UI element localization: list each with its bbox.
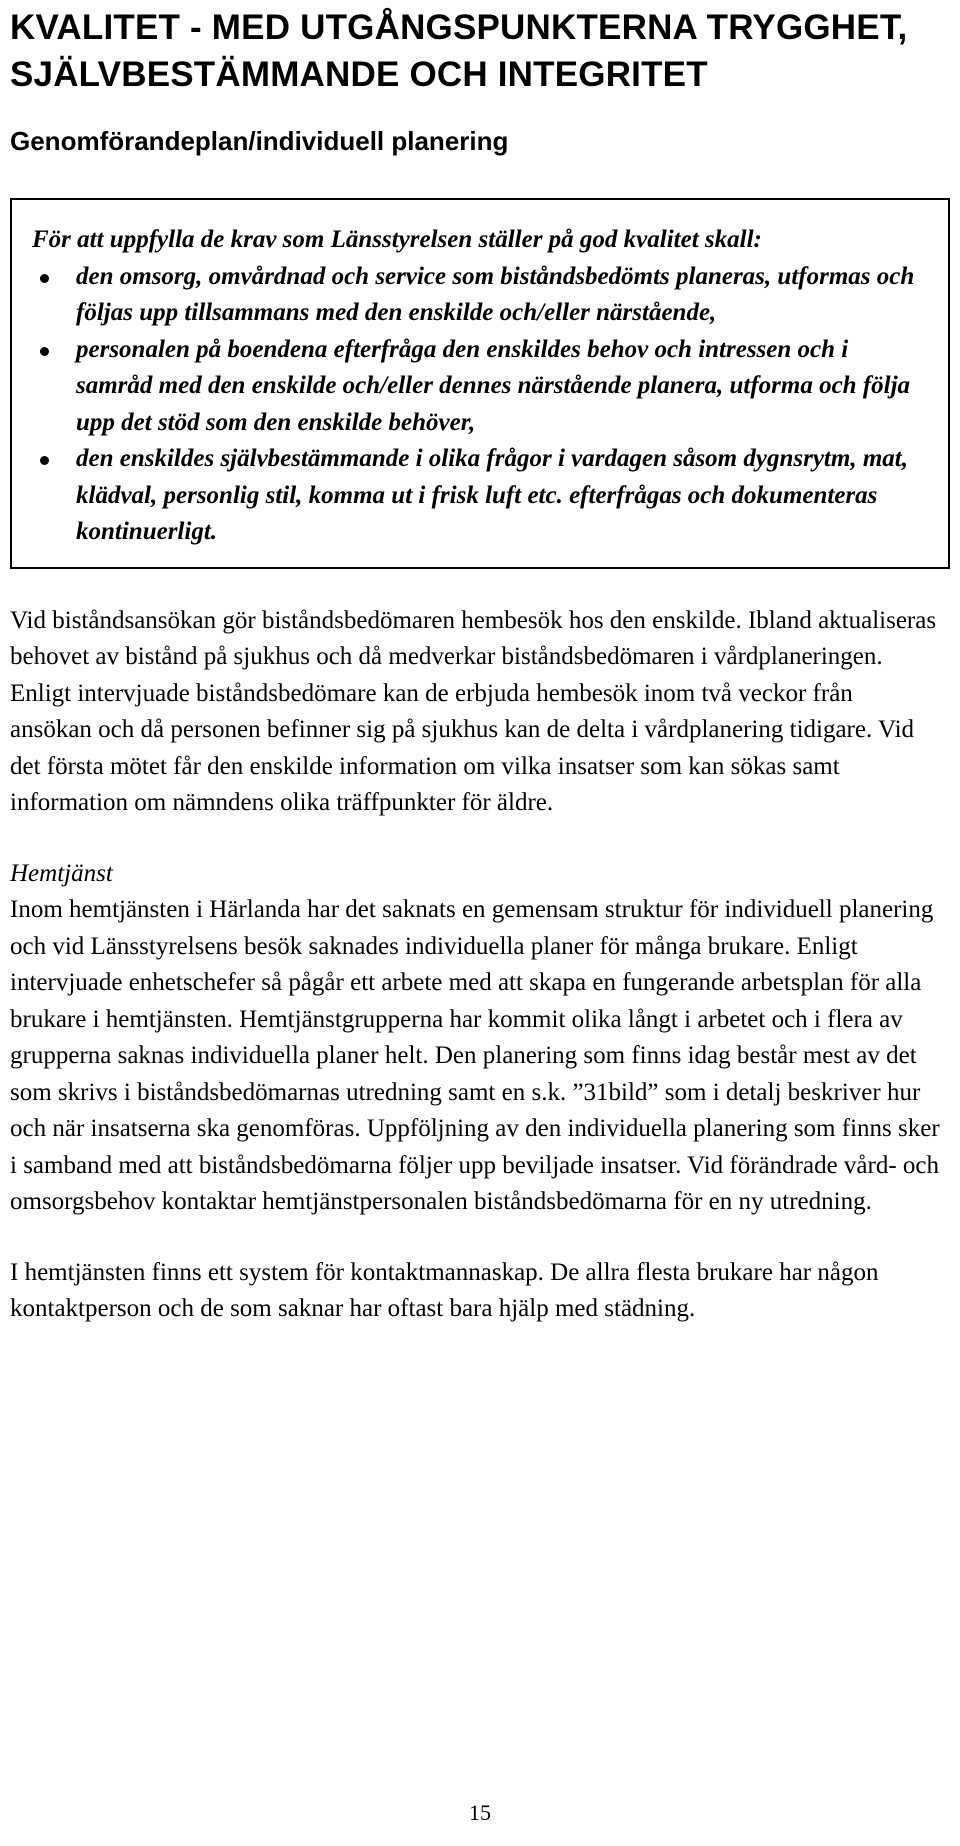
paragraph-bistandsansokan: Vid biståndsansökan gör biståndsbedömaren hembesök hos den enskilde. Ibland aktualiseras behovet av bistånd på sjukhus och då medverkar biståndsbedömaren i vårdplaneringen. Enligt intervjuade biståndsbedömare kan de erbjuda hembesök inom två veckor från ansökan och då personen befinner sig på sjukhus kan de delta i vårdplanering tidigare. Vid det första mötet får den enskilde information om vilka insatser som kan sökas samt information om nämndens olika träffpunkter för äldre. bbox=[10, 606, 937, 816]
requirement-item bbox=[32, 441, 930, 551]
requirement-text: den enskildes självbestämmande i olika frågor i vardagen såsom dygnsrytm, mat, klädval, personlig stil, komma ut i frisk luft etc. efterfrågas och dokumenteras kontinuerligt. bbox=[76, 445, 908, 545]
requirement-text: personalen på boendena efterfråga den enskildes behov och intressen och i samråd med den enskilde och/eller dennes närstående planera, utforma och följa upp det stöd som den enskilde behöver, bbox=[76, 335, 911, 436]
requirement-item bbox=[32, 259, 930, 332]
section-heading-hemtjanst: Hemtjänst bbox=[10, 859, 113, 887]
page-title: KVALITET - MED UTGÅNGSPUNKTERNA TRYGGHET, SJÄLVBESTÄMMANDE OCH INTEGRITET bbox=[10, 8, 908, 94]
requirement-item bbox=[32, 332, 930, 442]
requirements-intro: För att uppfylla de krav som Länsstyrelsen ställer på god kvalitet skall: bbox=[32, 226, 762, 253]
requirements-box bbox=[10, 198, 950, 569]
section-subtitle: Genomförandeplan/individuell planering bbox=[10, 126, 509, 156]
document-page bbox=[10, 0, 940, 1846]
requirement-text: den omsorg, omvårdnad och service som biståndsbedömts planeras, utformas och följas upp tillsammans med den enskilde och/eller närstående, bbox=[76, 262, 915, 326]
bullet-icon bbox=[40, 274, 49, 283]
paragraph-kontaktmannaskap: I hemtjänsten finns ett system för kontaktmannaskap. De allra flesta brukare har någon kontaktperson och de som saknar har oftast bara hjälp med städning. bbox=[10, 1258, 879, 1322]
page-number: 15 bbox=[469, 1800, 491, 1825]
requirements-list bbox=[32, 259, 930, 551]
bullet-icon bbox=[40, 456, 49, 465]
paragraph-hemtjanst-planering: Inom hemtjänsten i Härlanda har det saknats en gemensam struktur för individuell planering och vid Länsstyrelsens besök saknades individuella planer för många brukare. Enligt intervjuade enhetschefer så pågår ett arbete med att skapa en fungerande arbetsplan för alla brukare i hemtjänsten. Hemtjänstgrupperna har kommit olika långt i arbetet och i flera av grupperna saknas individuella planer helt. Den planering som finns idag består mest av det som skrivs i biståndsbedömarnas utredning samt en s.k. ”31bild” som i detalj beskriver hur och när insatserna ska genomföras. Uppföljning av den individuella planering som finns sker i samband med att biståndsbedömarna följer upp beviljade insatser. Vid förändrade vård- och omsorgsbehov kontaktar hemtjänstpersonalen biståndsbedömarna för en ny utredning. bbox=[10, 896, 940, 1215]
bullet-icon bbox=[40, 347, 49, 356]
